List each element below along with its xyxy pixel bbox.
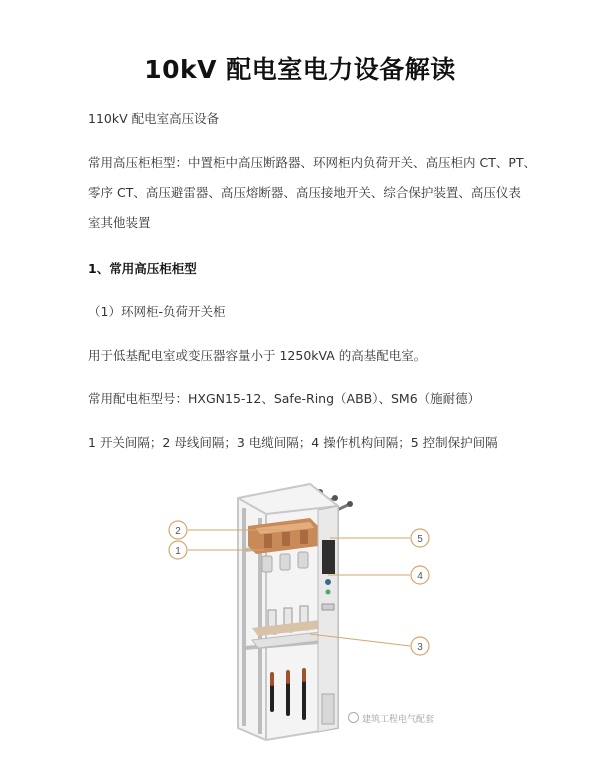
page-title: 10kV 配电室电力设备解读 [144,55,456,84]
paragraph-cabinet-types-line2: 零序 CT、高压避雷器、高压熔断器、高压接地开关、综合保护装置、高压仪表 [88,185,521,200]
callout-1-label: 1 [175,546,181,557]
watermark [348,712,434,725]
watermark-text: 建筑工程电气配套 [362,715,435,725]
wechat-icon [348,712,359,723]
paragraph-compartments: 1 开关间隔；2 母线间隔；3 电缆间隔；4 操作机构间隔；5 控制保护间隔 [88,435,498,450]
callout-3-label: 3 [417,642,423,653]
control-panel [318,506,338,732]
callout-5 [411,529,429,547]
callout-4 [411,566,429,584]
paragraph-cabinet-types-line3: 室其他装置 [88,215,151,230]
subsection-heading: （1）环网柜-负荷开关柜 [88,304,226,319]
paragraph-cabinet-types-line1: 常用高压柜柜型：中置柜中高压断路器、环网柜内负荷开关、高压柜内 CT、PT、 [88,155,537,170]
callout-2 [169,521,187,539]
callout-4-label: 4 [417,571,423,582]
paragraph-equipment-intro: 110kV 配电室高压设备 [88,111,220,126]
section-heading: 1、常用高压柜柜型 [88,261,197,276]
callout-1 [169,541,187,559]
paragraph-usage: 用于低基配电室或变压器容量小于 1250kVA 的高基配电室。 [88,348,427,363]
paragraph-models: 常用配电柜型号：HXGN15-12、Safe-Ring（ABB）、SM6（施耐德） [88,391,481,406]
callout-2-label: 2 [175,526,181,537]
callout-5-label: 5 [417,534,423,545]
switchgear-cabinet-illustration [160,478,450,748]
callout-3 [411,637,429,655]
